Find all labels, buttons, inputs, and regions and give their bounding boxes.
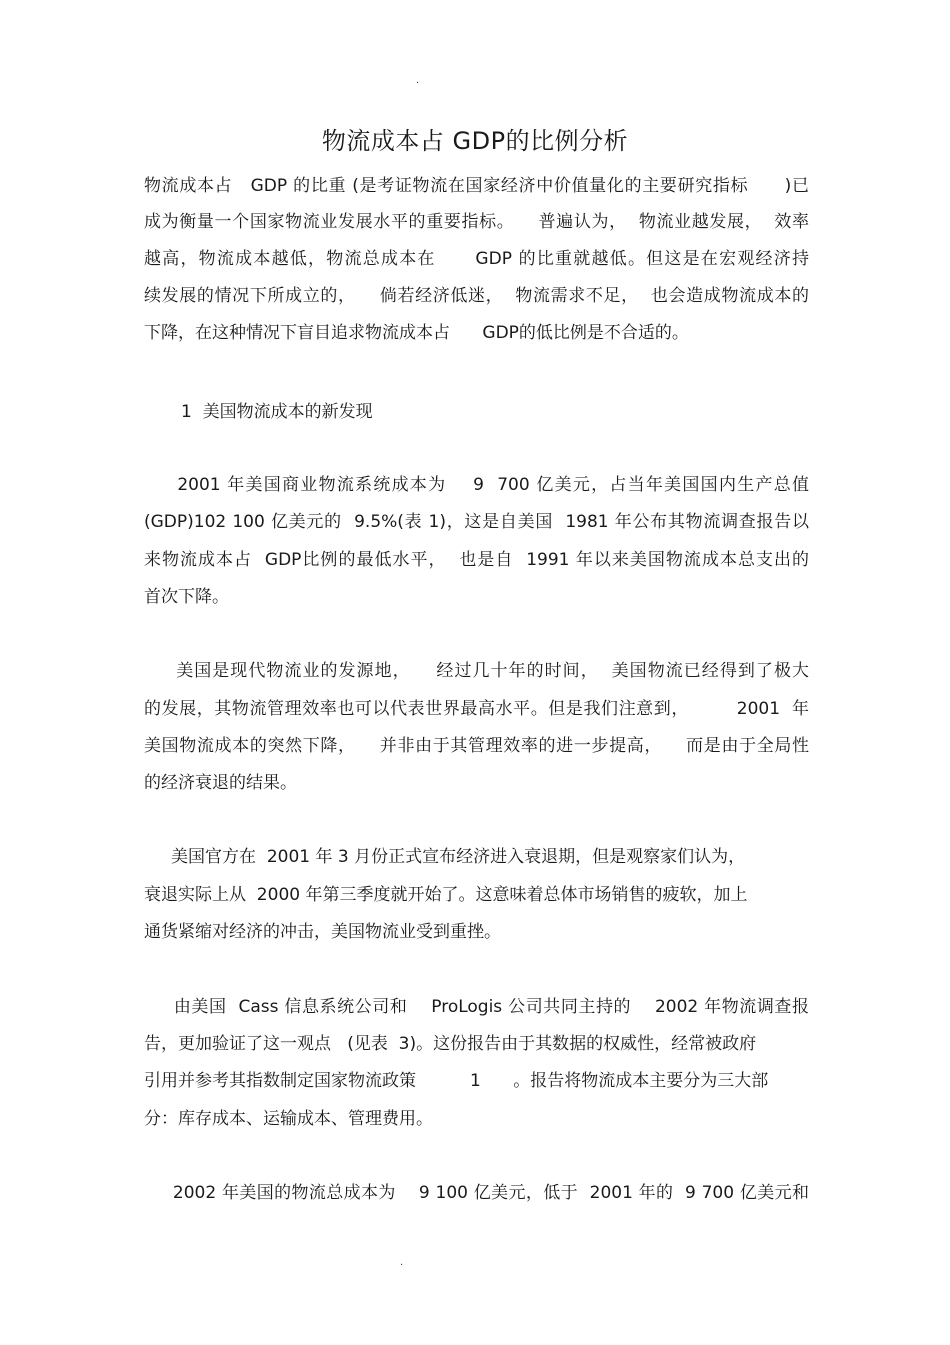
paragraph-5-line-2: 告，更加验证了这一观点 (见表 3)。这份报告由于其数据的权威性，经常被政府 — [144, 1034, 757, 1054]
paragraph-2-line-1: 2001 年美国商业物流系统成本为 9 700 亿美元，占当年美国国内生产总值 — [144, 475, 809, 495]
document-title: 物流成本占 GDP的比例分析 — [321, 127, 629, 155]
section-heading-1: 1 美国物流成本的新发现 — [181, 402, 373, 422]
paragraph-3-line-2: 的发展，其物流管理效率也可以代表世界最高水平。但是我们注意到， 2001 年 — [144, 699, 809, 719]
paragraph-3-line-3: 美国物流成本的突然下降， 并非由于其管理效率的进一步提高， 而是由于全局性 — [144, 736, 809, 756]
paragraph-3-line-1: 美国是现代物流业的发源地， 经过几十年的时间， 美国物流已经得到了极大 — [144, 661, 809, 681]
paragraph-5-line-4: 分：库存成本、运输成本、管理费用。 — [144, 1109, 433, 1129]
paragraph-4-line-3: 通货紧缩对经济的冲击，美国物流业受到重挫。 — [144, 922, 501, 942]
paragraph-6-line-1: 2002 年美国的物流总成本为 9 100 亿美元，低于 2001 年的 9 700 亿美元和 — [144, 1183, 809, 1203]
paragraph-2-line-2: (GDP)102 100 亿美元的 9.5%(表 1)，这是自美国 1981 年公布其物流调查报告以 — [144, 512, 809, 532]
paragraph-1-line-4: 续发展的情况下所成立的， 倘若经济低迷， 物流需求不足， 也会造成物流成本的 — [144, 286, 809, 306]
paragraph-3-line-4: 的经济衰退的结果。 — [144, 773, 297, 793]
paragraph-2-line-3: 来物流成本占 GDP比例的最低水平， 也是自 1991 年以来美国物流成本总支出的 — [144, 550, 809, 570]
paragraph-1-line-3: 越高，物流成本越低，物流总成本在 GDP 的比重就越低。但这是在宏观经济持 — [144, 249, 809, 269]
paragraph-1-line-5: 下降，在这种情况下盲目追求物流成本占 GDP的低比例是不合适的。 — [144, 323, 689, 343]
paragraph-2-line-4: 首次下降。 — [144, 587, 229, 607]
top-page-mark: . — [416, 75, 420, 86]
bottom-page-mark: . — [400, 1257, 404, 1268]
paragraph-5-line-1: 由美国 Cass 信息系统公司和 ProLogis 公司共同主持的 2002 年物流调查报 — [144, 997, 809, 1017]
paragraph-1-line-1: 物流成本占 GDP 的比重 (是考证物流在国家经济中价值量化的主要研究指标 )已 — [144, 176, 809, 196]
paragraph-5-line-3: 引用并参考其指数制定国家物流政策 1 。报告将物流成本主要分为三大部 — [144, 1071, 769, 1091]
paragraph-4-line-1: 美国官方在 2001 年 3 月份正式宣布经济进入衰退期，但是观察家们认为， — [144, 847, 746, 867]
paragraph-4-line-2: 衰退实际上从 2000 年第三季度就开始了。这意味着总体市场销售的疲软，加上 — [144, 885, 748, 905]
paragraph-1-line-2: 成为衡量一个国家物流业发展水平的重要指标。 普遍认为， 物流业越发展， 效率 — [144, 212, 809, 232]
